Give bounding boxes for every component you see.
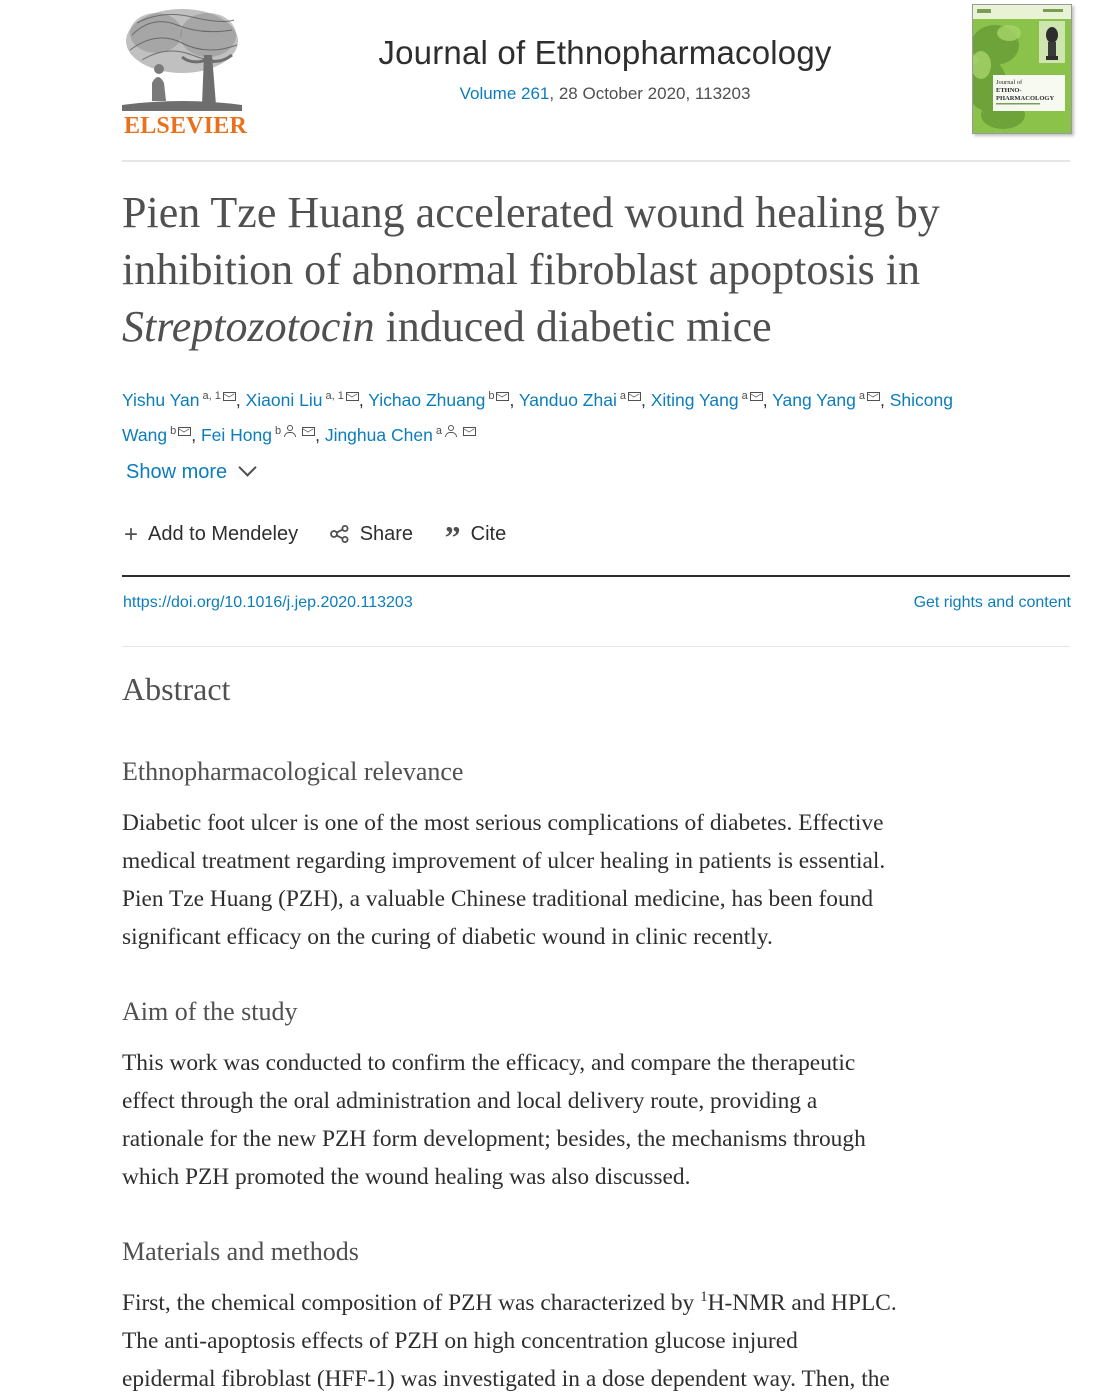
- abstract-heading: Abstract: [122, 671, 231, 707]
- person-icon: [445, 425, 458, 437]
- author-link[interactable]: Yang Yang $^a$: [772, 390, 880, 410]
- email-icon: [223, 392, 236, 401]
- title-line-2: inhibition of abnormal fibroblast apoptosis in: [122, 245, 921, 294]
- email-icon: [302, 427, 315, 436]
- author-link[interactable]: Xiting Yang $^a$: [651, 390, 763, 410]
- rights-link[interactable]: Get rights and content: [913, 594, 1071, 611]
- author-link[interactable]: Xiaoni Liu $^{a, 1}$: [246, 390, 359, 410]
- title-line-3-end: induced diabetic mice: [374, 302, 772, 351]
- article-actions: [124, 519, 532, 555]
- email-icon: [750, 392, 763, 401]
- chevron-down-icon: [238, 458, 256, 476]
- section-heading-relevance: Ethnopharmacological relevance: [122, 757, 464, 786]
- section-heading-methods: Materials and methods: [122, 1237, 359, 1266]
- cover-line-3: PHARMACOLOGY: [996, 95, 1055, 102]
- issue-details: , 28 October 2020, 113203: [549, 84, 751, 103]
- email-icon: [346, 392, 359, 401]
- email-icon: [867, 392, 880, 401]
- add-to-mendeley-button[interactable]: [124, 519, 298, 547]
- cover-line-1: Journal of: [996, 79, 1023, 86]
- title-line-1: Pien Tze Huang accelerated wound healing by: [122, 188, 940, 237]
- share-icon: [330, 522, 350, 546]
- article-title: [122, 184, 1052, 355]
- mendeley-label: Add to Mendeley: [148, 523, 299, 545]
- elsevier-logo[interactable]: [122, 5, 247, 139]
- quote-icon: ”: [444, 519, 461, 555]
- person-icon: [284, 425, 297, 437]
- paragraph-aim: This work was conducted to confirm the efficacy, and compare the therapeutic effect through the oral administration and local delivery route, providing a rationale for the new PZH form development; besides, the mechanisms through which PZH promoted the wound healing was also discussed.: [122, 1050, 866, 1190]
- paragraph-relevance: Diabetic foot ulcer is one of the most serious complications of diabetes. Effective medical treatment regarding improvement of ulcer healing in patients is essential. Pien Tze Huang (PZH), a valuable Chinese traditional medicine, has been found significant efficacy on the curing of diabetic wound in clinic recently.: [122, 810, 886, 950]
- cover-line-2: ETHNO-: [996, 87, 1022, 94]
- author-link[interactable]: Jinghua Chen $^a$: [325, 425, 476, 445]
- cover-image: [973, 5, 1071, 133]
- share-button[interactable]: [330, 522, 413, 546]
- elsevier-tree-icon: [122, 5, 242, 111]
- doi-link[interactable]: https://doi.org/10.1016/j.jep.2020.113203: [123, 594, 413, 611]
- header-divider: [122, 160, 1070, 162]
- author-link[interactable]: Shicong Wang $^b$: [122, 389, 953, 445]
- elsevier-wordmark: ELSEVIER: [124, 113, 247, 139]
- cite-label: Cite: [470, 523, 507, 545]
- author-link[interactable]: Yishu Yan $^{a, 1}$: [122, 390, 236, 410]
- volume-link[interactable]: Volume 261: [459, 84, 550, 103]
- author-link[interactable]: Yichao Zhuang $^b$: [368, 390, 509, 410]
- paragraph-methods: First, the chemical composition of PZH was characterized by $^1$H-NMR and HPLC. The anti-apoptosis effects of PZH on high concentration glucose injured epidermal fibroblast (HFF-1) was investigated in a dose dependent way. Then, the: [122, 1289, 897, 1392]
- abstract-divider: [122, 646, 1070, 647]
- section-heading-aim: Aim of the study: [122, 997, 298, 1026]
- email-icon: [463, 427, 476, 436]
- meta-divider: [122, 575, 1070, 577]
- email-icon: [178, 427, 191, 436]
- author-link[interactable]: Yanduo Zhai $^a$: [519, 390, 641, 410]
- title-italic-term: Streptozotocin: [122, 302, 375, 351]
- show-more-button[interactable]: [126, 461, 254, 484]
- issue-info: [250, 84, 960, 104]
- cite-button[interactable]: [444, 519, 507, 555]
- journal-cover-thumbnail[interactable]: [972, 4, 1072, 134]
- show-more-label: Show more: [126, 461, 228, 483]
- email-icon: [496, 392, 509, 401]
- share-label: Share: [359, 523, 414, 545]
- journal-title[interactable]: Journal of Ethnopharmacology: [378, 34, 832, 71]
- email-icon: [628, 392, 641, 401]
- author-list: Yishu Yan $^{a, 1}$ , Xiaoni Liu $^{a, 1}$ , Yichao Zhuang $^b$ , Yanduo Zhai $^a$ , Xiting Yang $^a$ , Yang Yang $^a$ , Shicong Wang $^b$ , Fei Hong $^b$ , Jinghua Chen $^a$: [122, 389, 953, 445]
- plus-icon: +: [124, 521, 139, 548]
- author-link[interactable]: Fei Hong $^b$: [201, 425, 315, 445]
